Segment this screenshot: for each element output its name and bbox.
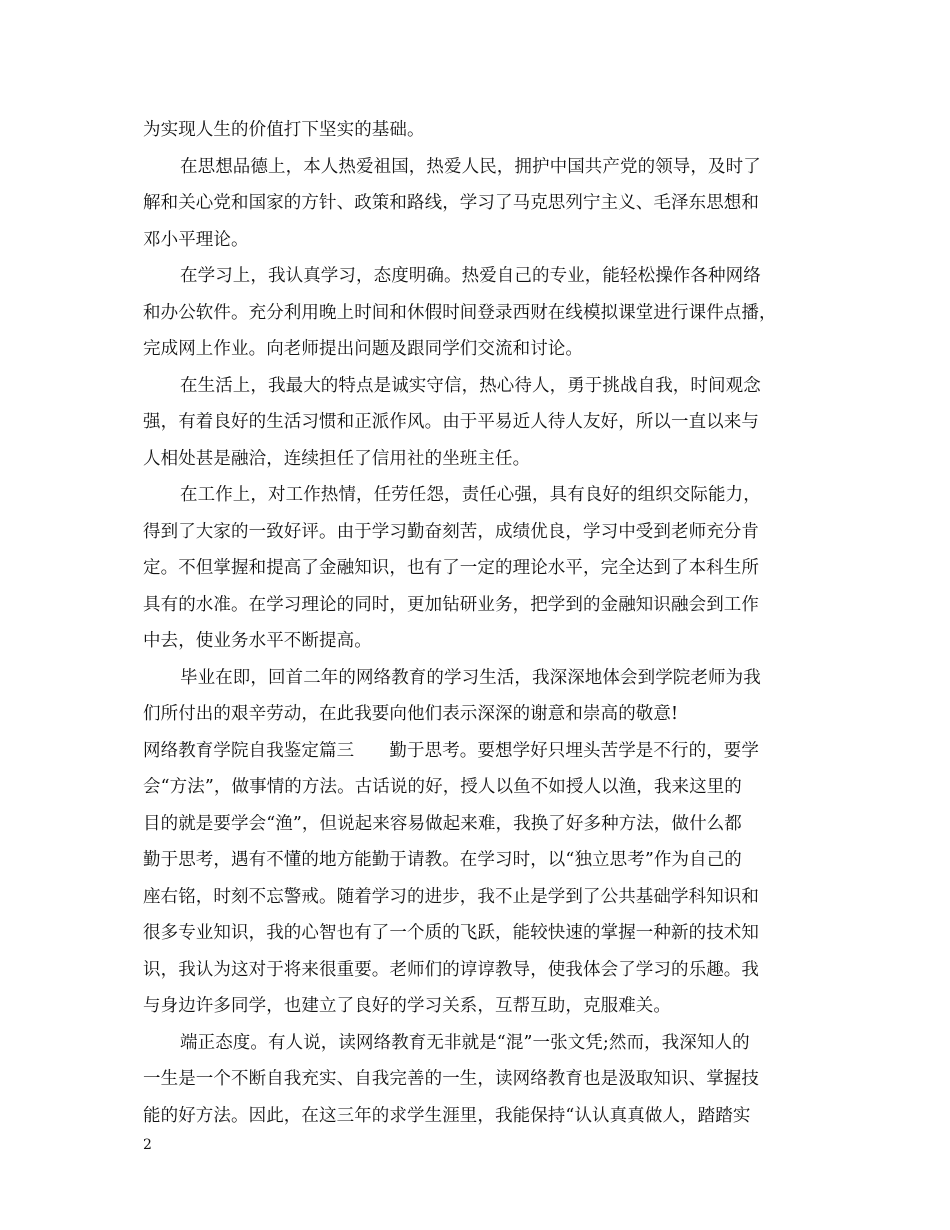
- text-line: 端正态度。有人说，读网络教育无非就是“混”一张文凭;然而，我深知人的: [180, 1032, 750, 1053]
- text-line: 中去，使业务水平不断提高。: [143, 631, 372, 651]
- text-line: 与身边许多同学，也建立了良好的学习关系，互帮互助，克服难关。: [143, 996, 671, 1016]
- text-line: 在思想品德上，本人热爱祖国，热爱人民，拥护中国共产党的领导，及时了: [180, 156, 761, 177]
- text-line: 目的就是要学会“渔”，但说起来容易做起来难，我换了好多种方法，做什么都: [143, 813, 742, 834]
- text-line: 们所付出的艰辛劳动，在此我要向他们表示深深的谢意和崇高的敬意!: [143, 704, 679, 724]
- text-line: 能的好方法。因此，在这三年的求学生涯里，我能保持“认认真真做人，踏踏实: [143, 1105, 751, 1126]
- text-line: 为实现人生的价值打下坚实的基础。: [143, 120, 425, 140]
- text-line: 在学习上，我认真学习，态度明确。热爱自己的专业，能轻松操作各种网络: [180, 266, 761, 286]
- text-line: 一生是一个不断自我充实、自我完善的一生，读网络教育也是汲取知识、掌握技: [143, 1069, 759, 1089]
- text-line: 强，有着良好的生活习惯和正派作风。由于平易近人待人友好，所以一直以来与: [143, 412, 759, 432]
- text-line: 识，我认为这对于将来很重要。老师们的谆谆教导，使我体会了学习的乐趣。我: [143, 959, 759, 980]
- text-line: 会“方法”，做事情的方法。古话说的好，授人以鱼不如授人以渔，我来这里的: [143, 777, 742, 797]
- text-line: 很多专业知识，我的心智也有了一个质的飞跃，能较快速的掌握一种新的技术知: [143, 923, 759, 943]
- text-line: 座右铭，时刻不忘警戒。随着学习的进步，我不止是学到了公共基础学科知识和: [143, 886, 759, 907]
- text-line: 解和关心党和国家的方针、政策和路线，学习了马克思列宁主义、毛泽东思想和: [143, 193, 759, 213]
- text-line: 网络教育学院自我鉴定篇三 勤于思考。要想学好只埋头苦学是不行的，要学: [143, 740, 759, 761]
- text-line: 具有的水准。在学习理论的同时，更加钻研业务，把学到的金融知识融会到工作: [143, 594, 759, 615]
- page-number: 2: [143, 1137, 152, 1153]
- text-line: 在生活上，我最大的特点是诚实守信，热心待人，勇于挑战自我，时间观念: [180, 375, 761, 396]
- text-line: 毕业在即，回首二年的网络教育的学习生活，我深深地体会到学院老师为我: [180, 667, 761, 688]
- text-line: 和办公软件。充分利用晚上时间和休假时间登录西财在线模拟课堂进行课件点播，: [143, 302, 777, 323]
- text-line: 在工作上，对工作热情，任劳任怨，责任心强，具有良好的组织交际能力，: [180, 485, 761, 505]
- text-line: 人相处甚是融洽，连续担任了信用社的坐班主任。: [143, 448, 531, 469]
- text-line: 完成网上作业。向老师提出问题及跟同学们交流和讨论。: [143, 339, 583, 359]
- document-body: [143, 112, 826, 1134]
- text-line: 邓小平理论。: [143, 229, 249, 250]
- text-line: 定。不但掌握和提高了金融知识，也有了一定的理论水平，完全达到了本科生所: [143, 558, 759, 578]
- text-line: 得到了大家的一致好评。由于学习勤奋刻苦，成绩优良，学习中受到老师充分肯: [143, 521, 759, 542]
- text-line: 勤于思考，遇有不懂的地方能勤于请教。在学习时，以“独立思考”作为自己的: [143, 850, 742, 870]
